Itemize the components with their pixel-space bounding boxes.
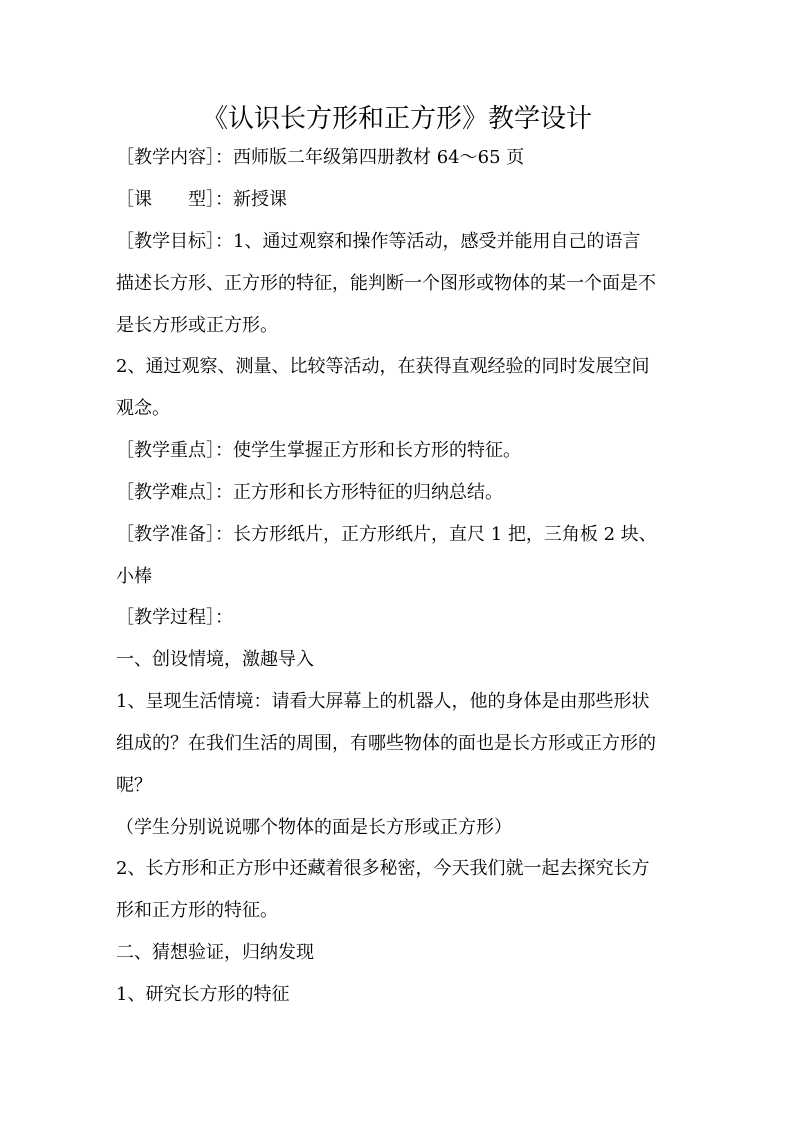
teaching-goal-2-line-2: 观念。 xyxy=(116,398,170,419)
section-one-heading: 一、创设情境，激趣导入 xyxy=(116,649,314,670)
step-1-line-2: 组成的？在我们生活的周围，有哪些物体的面也是长方形或正方形的 xyxy=(116,733,656,754)
student-activity-note: （学生分别说说哪个物体的面是长方形或正方形） xyxy=(116,817,512,838)
preparation-line-2: 小棒 xyxy=(116,566,152,587)
teaching-goal-line-2: 描述长方形、正方形的特征，能判断一个图形或物体的某一个面是不 xyxy=(116,273,656,294)
rectangle-study-line: 1、研究长方形的特征 xyxy=(116,984,290,1005)
document-title: 《认识长方形和正方形》教学设计 xyxy=(201,104,592,134)
step-2-line-2: 形和正方形的特征。 xyxy=(116,900,278,921)
preparation-line-1: ［教学准备］：长方形纸片，正方形纸片，直尺 1 把，三角板 2 块、 xyxy=(116,524,657,545)
difficulty-line: ［教学难点］：正方形和长方形特征的归纳总结。 xyxy=(116,482,503,503)
teaching-goal-line-3: 是长方形或正方形。 xyxy=(116,315,278,336)
process-heading: ［教学过程］： xyxy=(116,607,233,628)
teaching-goal-line-1: ［教学目标］：1、通过观察和操作等活动，感受并能用自己的语言 xyxy=(116,231,641,252)
step-1-line-3: 呢？ xyxy=(116,775,152,796)
step-1-line-1: 1、呈现生活情境：请看大屏幕上的机器人，他的身体是由那些形状 xyxy=(116,691,650,712)
teaching-content-line: ［教学内容］：西师版二年级第四册教材 64～65 页 xyxy=(116,147,525,168)
step-2-line-1: 2、长方形和正方形中还藏着很多秘密，今天我们就一起去探究长方 xyxy=(116,858,650,879)
lesson-type-line: ［课 型］：新授课 xyxy=(116,189,287,210)
teaching-goal-2-line-1: 2、通过观察、测量、比较等活动，在获得直观经验的同时发展空间 xyxy=(116,356,650,377)
section-two-heading: 二、猜想验证，归纳发现 xyxy=(116,942,314,963)
key-point-line: ［教学重点］：使学生掌握正方形和长方形的特征。 xyxy=(116,440,521,461)
